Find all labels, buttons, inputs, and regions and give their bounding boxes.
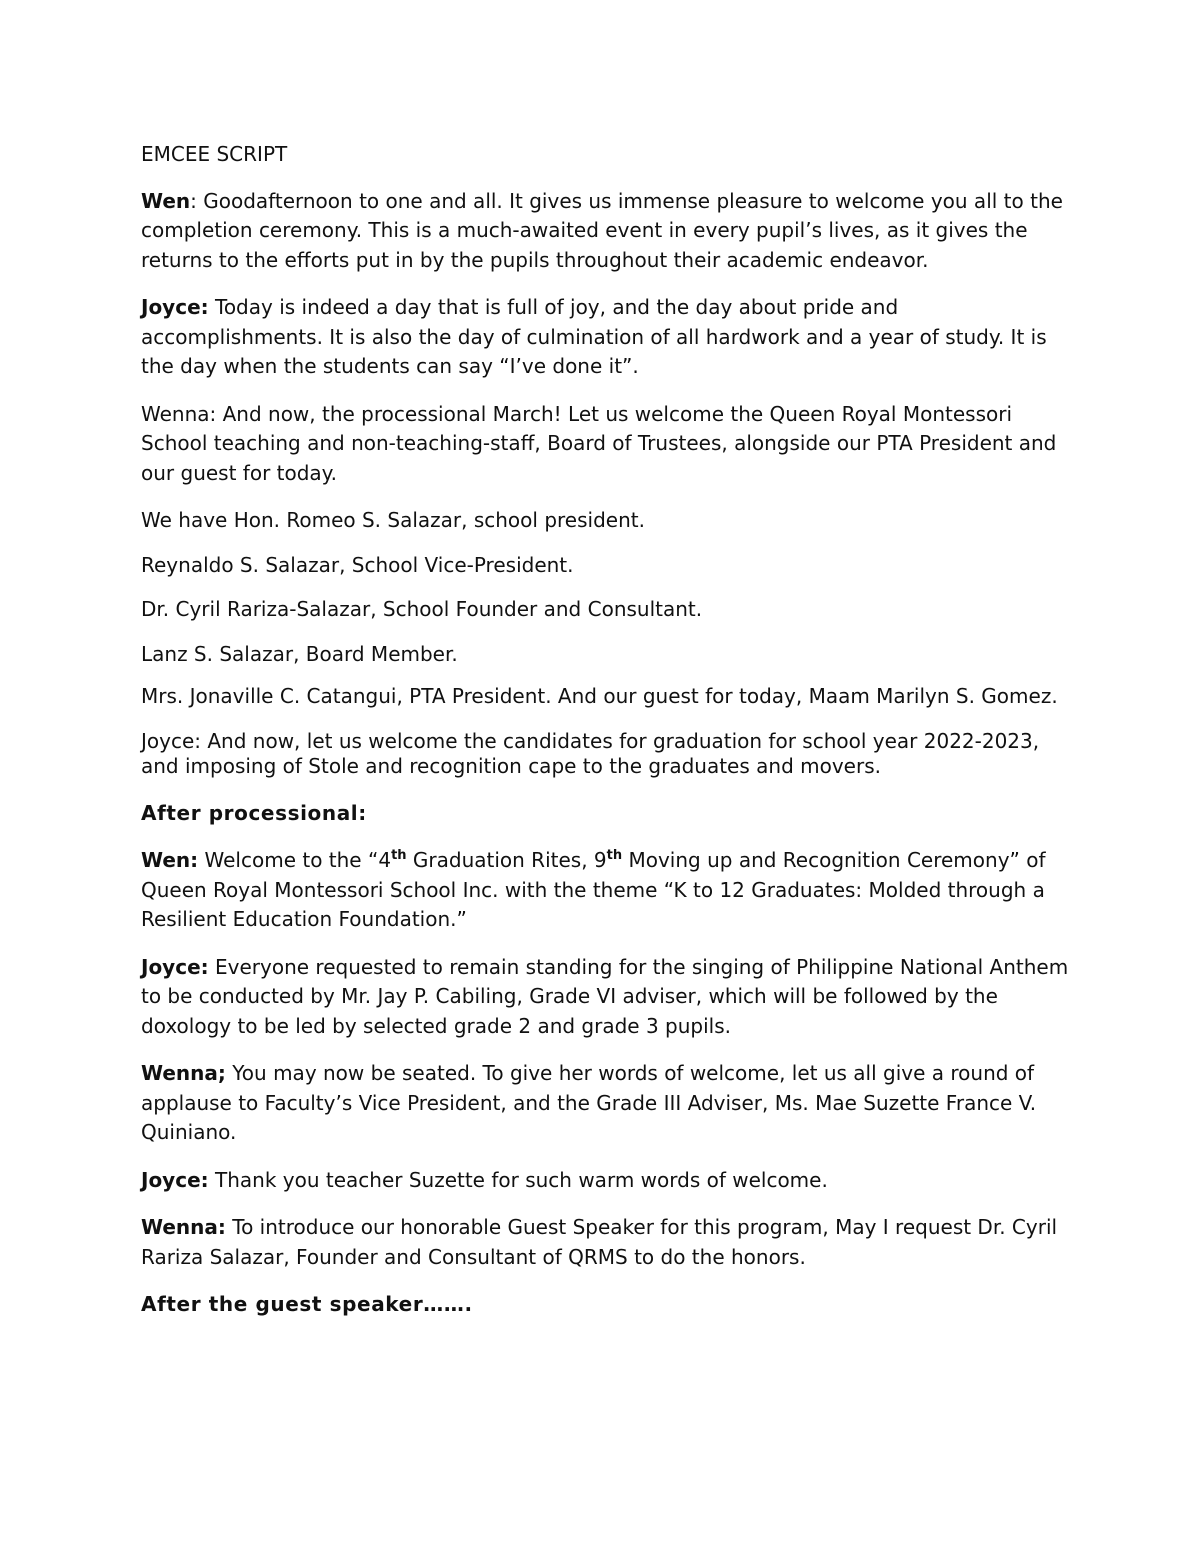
guest-line-1: We have Hon. Romeo S. Salazar, school president. [141, 508, 645, 532]
speaker-label: Wen: [141, 848, 199, 872]
section-heading-after-processional: After processional: [141, 800, 367, 825]
paragraph-joyce-thanks [141, 1166, 1071, 1196]
guest-line-4: Lanz S. Salazar, Board Member. [141, 641, 458, 666]
paragraph-text: To introduce our honorable Guest Speaker for this program, May I request Dr. Cyril Rariza Salazar, Founder and Consultant of QRMS to do the honors. [141, 1215, 1058, 1269]
paragraph-text: : Goodafternoon to one and all. It gives us immense pleasure to welcome you all to the completion ceremony. This is a much-awaited event in every pupil’s lives, as it gives the returns to the efforts put in by the pupils throughout their academic endeavor. [141, 188, 1063, 272]
paragraph-text: Thank you teacher Suzette for such warm words of welcome. [208, 1167, 828, 1192]
superscript: th [606, 848, 623, 863]
paragraph-text: Today is indeed a day that is full of joy, and the day about pride and accomplishments. It is also the day of culmination of all hardwork and a year of study. It is the day when the students can say “I’ve done it”. [141, 295, 1047, 378]
speaker-label: Joyce: [141, 1167, 209, 1192]
paragraph-text: You may now be seated. To give her words of welcome, let us all give a round of applause to Faculty’s Vice President, and the Grade III Adviser, Ms. Mae Suzette France V. Quiniano. [141, 1061, 1037, 1144]
speaker-label: Joyce: [141, 295, 209, 319]
speaker-label: Wenna; [141, 1061, 226, 1085]
document-page [141, 140, 1071, 1338]
guest-line-2: Reynaldo S. Salazar, School Vice-President. [141, 552, 574, 577]
speaker-label: Wen [141, 188, 191, 213]
paragraph-text: Welcome to the “4 [198, 848, 392, 872]
paragraph-text: Everyone requested to remain standing for the singing of Philippine National Anthem to be conducted by Mr. Jay P. Cabiling, Grade VI adviser, which will be followed by the doxology to be led by selected grade 2 and grade 3 pupils. [141, 954, 1069, 1038]
paragraph-wenna-welcome-speech [141, 1059, 1071, 1148]
speaker-label: Joyce: [141, 954, 209, 979]
paragraph-joyce-candidates: Joyce: And now, let us welcome the candidates for graduation for school year 2022-2023, and imposing of Stole and recognition cape to the graduates and movers. [141, 728, 1040, 778]
paragraph-joyce-opening [141, 293, 1071, 382]
paragraph-joyce-anthem [141, 953, 1071, 1042]
paragraph-text: Moving up and Recognition Ceremony” of Queen Royal Montessori School Inc. with the theme “K to 12 Graduates: Molded through a Resilient Education Foundation.” [141, 848, 1046, 931]
paragraph-wen-welcome [141, 846, 1071, 935]
paragraph-wenna-processional: Wenna: And now, the processional March! Let us welcome the Queen Royal Montessori School teaching and non-teaching-staff, Board of Trustees, alongside our PTA President and our guest for today. [141, 401, 1057, 485]
document-title: EMCEE SCRIPT [141, 142, 288, 166]
paragraph-text: Graduation Rites, 9 [406, 848, 607, 872]
guest-line-3: Dr. Cyril Rariza-Salazar, School Founder and Consultant. [141, 597, 703, 621]
paragraph-pta-president: Mrs. Jonaville C. Catangui, PTA President. And our guest for today, Maam Marilyn S. Gomez. [141, 684, 1058, 708]
superscript: th [391, 848, 407, 863]
speaker-label: Wenna: [141, 1215, 226, 1239]
paragraph-wenna-guest-speaker [141, 1213, 1071, 1272]
paragraph-wen-opening [141, 187, 1071, 276]
section-heading-after-guest-speaker: After the guest speaker……. [141, 1292, 473, 1316]
